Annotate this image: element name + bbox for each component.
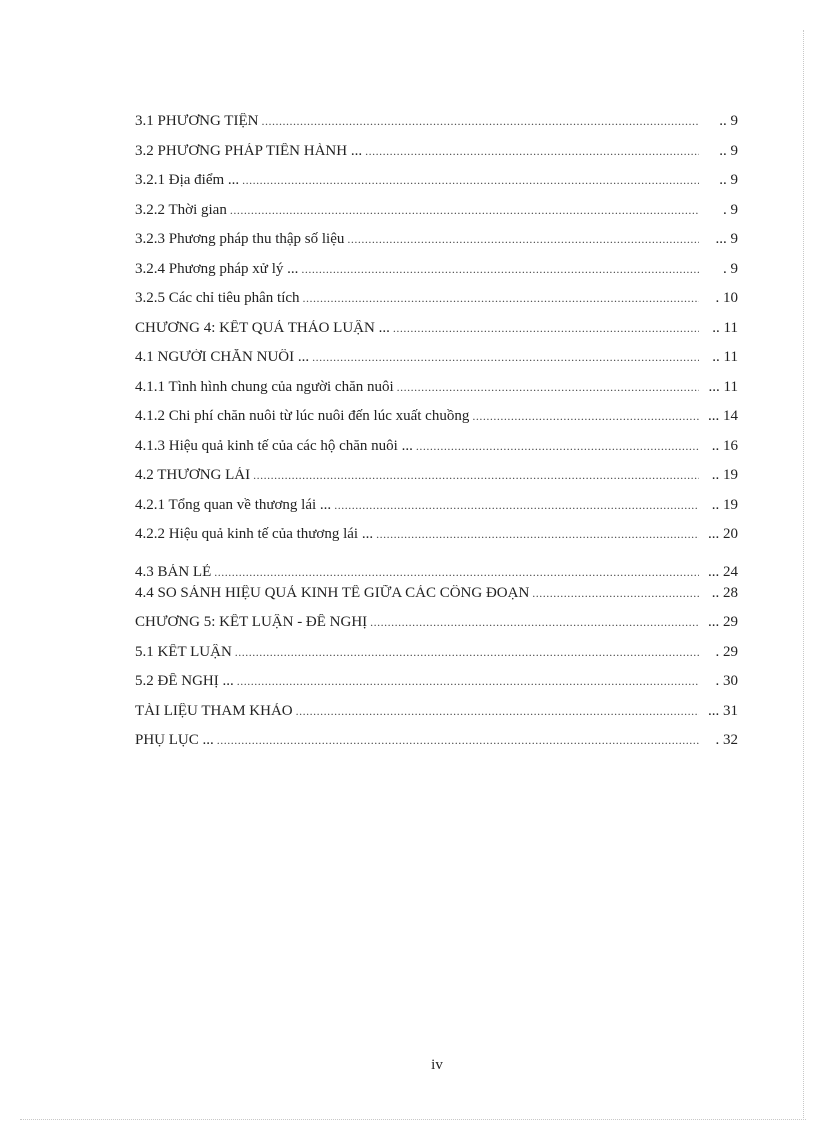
toc-entry[interactable] — [135, 673, 738, 703]
toc-entry[interactable] — [135, 438, 738, 468]
toc-entry-page: .. 9 — [719, 142, 738, 159]
toc-dot-leader — [397, 380, 699, 395]
toc-dot-leader — [301, 262, 699, 277]
toc-entry[interactable] — [135, 564, 738, 585]
toc-dot-leader — [416, 439, 699, 454]
table-of-contents — [135, 113, 738, 762]
toc-dot-leader — [230, 203, 699, 218]
toc-entry-title: 4.2.1 Tổng quan về thương lái ... — [135, 496, 332, 513]
toc-entry-title: 3.2.4 Phương pháp xử lý ... — [135, 260, 299, 277]
toc-entry-title: CHƯƠNG 4: KẾT QUẢ THẢO LUẬN ... — [135, 319, 390, 336]
toc-entry-page: ... 9 — [715, 231, 738, 247]
toc-entry-page: . 30 — [715, 673, 738, 689]
toc-entry[interactable] — [135, 202, 738, 232]
toc-entry-title: PHỤ LỤC ... — [135, 732, 214, 748]
toc-entry-page: ... 29 — [708, 614, 738, 630]
toc-dot-leader — [253, 468, 699, 483]
toc-entry-page: .. 9 — [719, 113, 738, 129]
toc-entry-title: 4.1.1 Tình hình chung của người chăn nuôi — [135, 378, 394, 395]
toc-entry-title: 3.2.2 Thời gian — [135, 201, 227, 218]
toc-entry-page: .. 9 — [719, 172, 738, 188]
toc-entry[interactable] — [135, 703, 738, 733]
toc-dot-leader — [312, 350, 699, 365]
toc-entry-title: TÀI LIỆU THAM KHẢO — [135, 702, 293, 719]
page-edge-bottom — [20, 1119, 806, 1120]
toc-dot-leader — [365, 144, 699, 159]
toc-dot-leader — [370, 615, 699, 630]
toc-entry[interactable] — [135, 644, 738, 674]
toc-entry-page: .. 11 — [712, 349, 738, 365]
toc-entry[interactable] — [135, 320, 738, 350]
toc-entry-title: 4.1 NGƯỜI CHĂN NUÔI ... — [135, 349, 310, 365]
toc-entry-page: . 29 — [715, 643, 738, 660]
toc-dot-leader — [334, 498, 699, 513]
toc-entry[interactable] — [135, 408, 738, 438]
toc-entry-title: 3.2.1 Địa điểm ... — [135, 172, 240, 188]
toc-dot-leader — [347, 232, 699, 247]
toc-entry[interactable] — [135, 290, 738, 320]
toc-dot-leader — [261, 114, 699, 129]
toc-entry-page: ... 14 — [708, 408, 738, 424]
toc-dot-leader — [242, 173, 699, 188]
toc-entry-page: ... 24 — [708, 563, 738, 580]
toc-entry-page: .. 19 — [711, 467, 738, 483]
toc-entry-page: .. 16 — [711, 437, 738, 454]
toc-entry-title: 3.1 PHƯƠNG TIỆN — [135, 113, 259, 129]
toc-entry[interactable] — [135, 614, 738, 644]
toc-entry-title: 4.3 BÁN LẺ — [135, 563, 212, 580]
toc-entry-page: ... 11 — [708, 378, 738, 395]
toc-entry-title: 4.4 SO SÁNH HIỆU QUẢ KINH TẾ GIỮA CÁC CÔNG ĐOẠN — [135, 584, 530, 601]
toc-entry-page: . 9 — [723, 260, 738, 277]
toc-dot-leader — [217, 733, 699, 748]
toc-entry-page: .. 11 — [712, 319, 738, 336]
toc-entry-page: ... 31 — [708, 702, 738, 719]
toc-entry[interactable] — [135, 585, 738, 615]
toc-dot-leader — [303, 291, 699, 306]
page-edge-right — [803, 30, 804, 1120]
toc-entry-page: .. 19 — [711, 496, 738, 513]
toc-entry-title: 4.2 THƯƠNG LÁI — [135, 467, 251, 483]
toc-entry[interactable] — [135, 261, 738, 291]
toc-entry-page: . 32 — [715, 732, 738, 748]
toc-dot-leader — [237, 674, 699, 689]
toc-entry[interactable] — [135, 231, 738, 261]
toc-entry-title: 3.2.3 Phương pháp thu thập số liệu — [135, 231, 345, 247]
toc-entry[interactable] — [135, 497, 738, 527]
toc-entry[interactable] — [135, 143, 738, 173]
toc-entry-title: 3.2 PHƯƠNG PHÁP TIẾN HÀNH ... — [135, 142, 363, 159]
toc-entry[interactable] — [135, 349, 738, 379]
toc-entry-title: 4.1.3 Hiệu quả kinh tế của các hộ chăn nuôi ... — [135, 437, 413, 454]
toc-entry[interactable] — [135, 113, 738, 143]
toc-entry-title: 5.2 ĐỀ NGHỊ ... — [135, 673, 234, 689]
page-number: iv — [431, 1057, 443, 1073]
toc-entry-page: . 10 — [715, 290, 738, 306]
toc-entry-title: 3.2.5 Các chỉ tiêu phân tích — [135, 290, 300, 306]
toc-entry[interactable] — [135, 467, 738, 497]
toc-entry-page: ... 20 — [708, 526, 738, 542]
toc-dot-leader — [296, 704, 699, 719]
toc-entry[interactable] — [135, 379, 738, 409]
toc-dot-leader — [235, 645, 699, 660]
toc-dot-leader — [214, 565, 699, 580]
toc-entry-page: .. 28 — [711, 584, 738, 601]
toc-entry-title: 4.2.2 Hiệu quả kinh tế của thương lái ... — [135, 526, 374, 542]
toc-dot-leader — [472, 409, 699, 424]
toc-dot-leader — [376, 527, 699, 542]
toc-entry[interactable] — [135, 526, 738, 556]
toc-entry-title: CHƯƠNG 5: KẾT LUẬN - ĐỀ NGHỊ — [135, 614, 368, 630]
toc-entry-title: 5.1 KẾT LUẬN — [135, 643, 232, 660]
toc-dot-leader — [393, 321, 699, 336]
toc-dot-leader — [532, 586, 699, 601]
toc-entry[interactable] — [135, 172, 738, 202]
toc-entry[interactable] — [135, 732, 738, 762]
toc-entry-page: . 9 — [723, 201, 738, 218]
toc-entry-title: 4.1.2 Chi phí chăn nuôi từ lúc nuôi đến lúc xuất chuồng — [135, 408, 470, 424]
